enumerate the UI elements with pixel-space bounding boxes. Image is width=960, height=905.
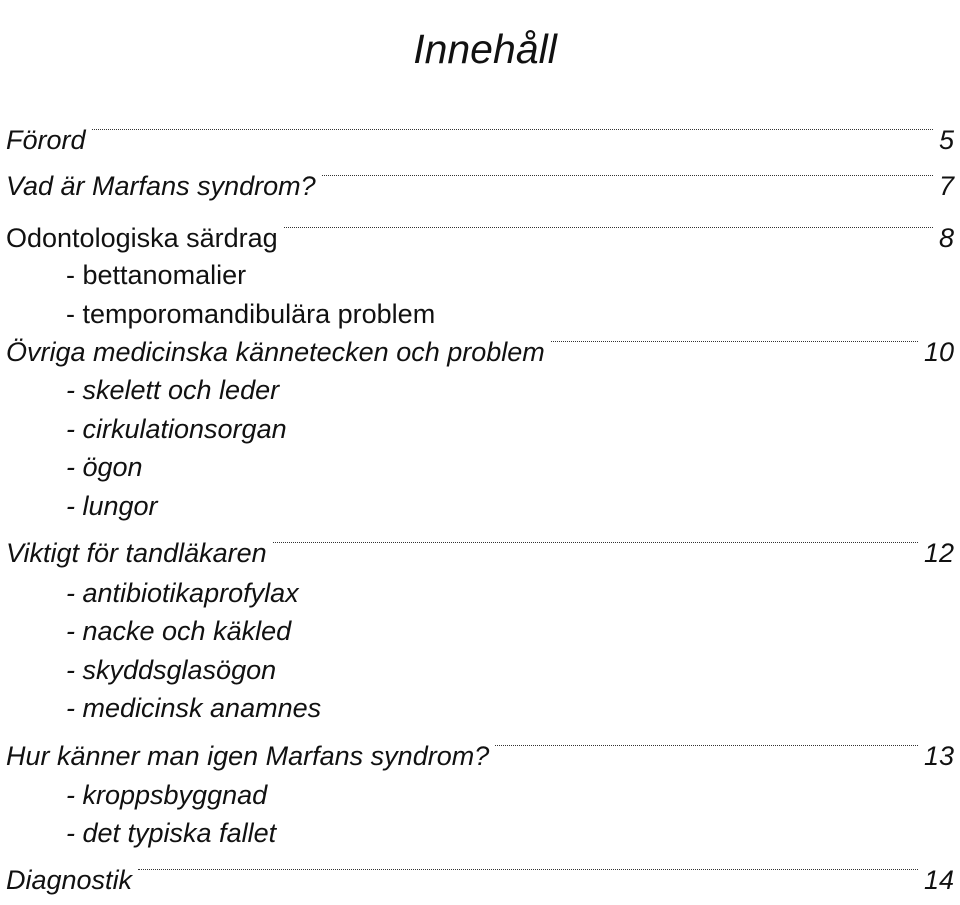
toc-subitem: - ögon <box>66 452 143 482</box>
toc-entry-label: Förord <box>6 125 86 155</box>
toc-subitem: - skyddsglasögon <box>66 655 277 685</box>
toc-entry-label: Vad är Marfans syndrom? <box>6 171 316 201</box>
toc-subitem: - medicinsk anamnes <box>66 693 322 723</box>
toc-page-number: 10 <box>923 337 954 367</box>
toc-entry-vad-ar-marfans[interactable] <box>6 170 954 202</box>
toc-entry-label: Hur känner man igen Marfans syndrom? <box>6 741 490 771</box>
dot-leader <box>284 226 933 228</box>
dot-leader <box>92 128 933 130</box>
toc-entry-diagnostik[interactable] <box>6 864 954 896</box>
toc-page-number: 14 <box>923 865 954 895</box>
toc-entry-hur-kanner-man[interactable] <box>6 740 954 772</box>
toc-entry-label: Odontologiska särdrag <box>6 223 278 253</box>
dot-leader <box>138 868 918 870</box>
dot-leader <box>273 541 918 543</box>
toc-page-number: 13 <box>923 741 954 771</box>
toc-page-number: 12 <box>923 538 954 568</box>
toc-subitem: - nacke och käkled <box>66 616 292 646</box>
toc-subitem: - cirkulationsorgan <box>66 414 287 444</box>
toc-entry-forord[interactable] <box>6 124 954 156</box>
dot-leader <box>551 340 918 342</box>
toc-subitem: - bettanomalier <box>66 260 247 290</box>
toc-subitem: - skelett och leder <box>66 375 280 405</box>
toc-subitem: - kroppsbyggnad <box>66 780 268 810</box>
page-title: Innehåll <box>413 26 557 73</box>
toc-subitem: - temporomandibulära problem <box>66 299 436 329</box>
toc-page-number: 7 <box>938 171 954 201</box>
toc-entry-ovriga-medicinska[interactable] <box>6 336 954 368</box>
toc-entry-label: Övriga medicinska kännetecken och problem <box>6 337 545 367</box>
toc-page-number: 5 <box>938 125 954 155</box>
toc-entry-label: Viktigt för tandläkaren <box>6 538 267 568</box>
toc-subitem: - antibiotikaprofylax <box>66 578 299 608</box>
toc-subitem: - lungor <box>66 491 158 521</box>
toc-subitem: - det typiska fallet <box>66 818 277 848</box>
toc-entry-viktigt[interactable] <box>6 537 954 569</box>
toc-page-number: 8 <box>938 223 954 253</box>
toc-entry-label: Diagnostik <box>6 865 133 895</box>
dot-leader <box>495 744 918 746</box>
dot-leader <box>322 174 933 176</box>
toc-entry-odontologiska[interactable] <box>6 222 954 254</box>
